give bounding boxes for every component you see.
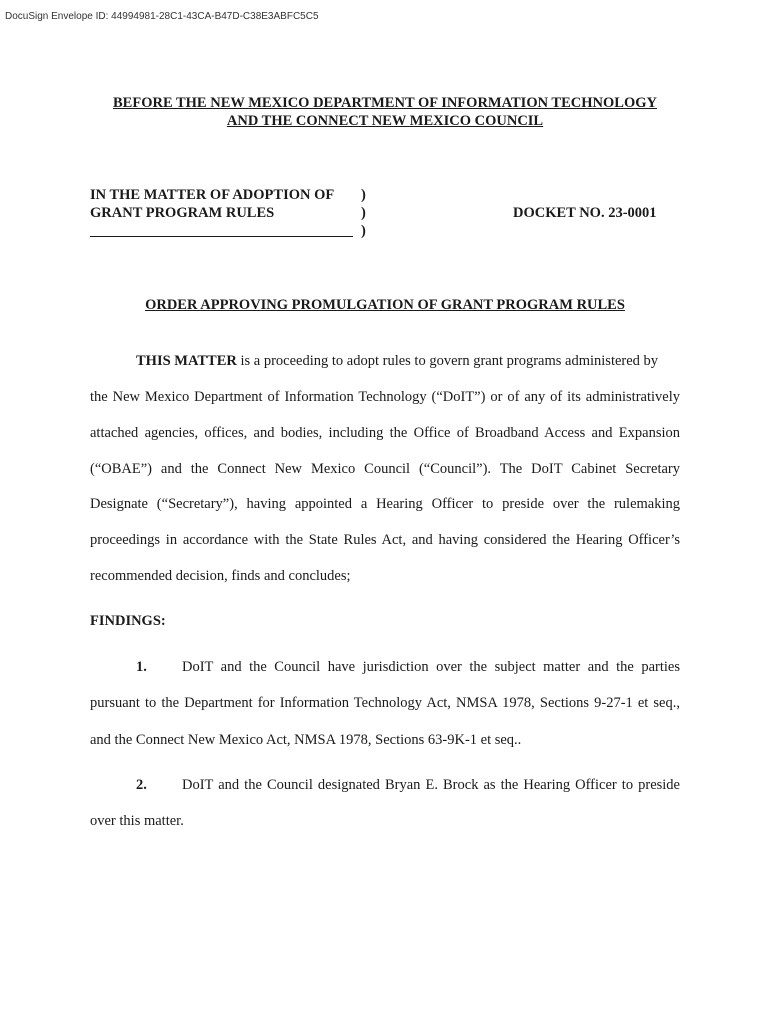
matter-caption-line-1: IN THE MATTER OF ADOPTION OF: [90, 187, 335, 203]
finding-1-line-3: and the Connect New Mexico Act, NMSA 1978, Sections 63-9K-1 et seq..: [90, 732, 522, 748]
docket-number: DOCKET NO. 23-0001: [513, 205, 657, 221]
intro-line-7: recommended decision, finds and concludes;: [90, 568, 351, 584]
findings-heading: FINDINGS:: [90, 613, 166, 629]
caption-paren-1: ): [361, 187, 366, 203]
finding-1-line-1: DoIT and the Council have jurisdiction over the subject matter and the parties: [182, 659, 680, 675]
finding-2-number: 2.: [136, 777, 147, 793]
caption-paren-2: ): [361, 205, 366, 221]
intro-line-4: (“OBAE”) and the Connect New Mexico Council (“Council”). The DoIT Cabinet Secretary: [90, 461, 680, 477]
intro-line-2: the New Mexico Department of Information Technology (“DoIT”) or of any of its administratively: [90, 389, 680, 405]
intro-line-3: attached agencies, offices, and bodies, including the Office of Broadband Access and Expansion: [90, 425, 680, 441]
order-title: ORDER APPROVING PROMULGATION OF GRANT PROGRAM RULES: [145, 297, 625, 313]
finding-2-line-1: DoIT and the Council designated Bryan E. Brock as the Hearing Officer to preside: [182, 777, 680, 793]
docusign-envelope-id: DocuSign Envelope ID: 44994981-28C1-43CA-B47D-C38E3ABFC5C5: [5, 11, 319, 22]
finding-1-number: 1.: [136, 659, 147, 675]
document-heading-line-1: BEFORE THE NEW MEXICO DEPARTMENT OF INFORMATION TECHNOLOGY: [113, 95, 657, 111]
document-heading-line-2: AND THE CONNECT NEW MEXICO COUNCIL: [226, 113, 544, 129]
intro-line-6: proceedings in accordance with the State Rules Act, and having considered the Hearing Officer’s: [90, 532, 680, 548]
caption-paren-3: ): [361, 223, 366, 239]
caption-signature-rule: [90, 236, 353, 237]
intro-line-1-rest: is a proceeding to adopt rules to govern grant programs administered by: [236, 353, 659, 369]
finding-1-line-2: pursuant to the Department for Information Technology Act, NMSA 1978, Sections 9-27-1 et seq.,: [90, 695, 680, 711]
intro-line-1: [136, 352, 680, 370]
matter-caption-line-2: GRANT PROGRAM RULES: [90, 205, 275, 221]
intro-lead-bold: THIS MATTER: [136, 353, 237, 369]
finding-2-line-2: over this matter.: [90, 813, 184, 829]
intro-line-5: Designate (“Secretary”), having appointed a Hearing Officer to preside over the rulemaking: [90, 496, 680, 512]
